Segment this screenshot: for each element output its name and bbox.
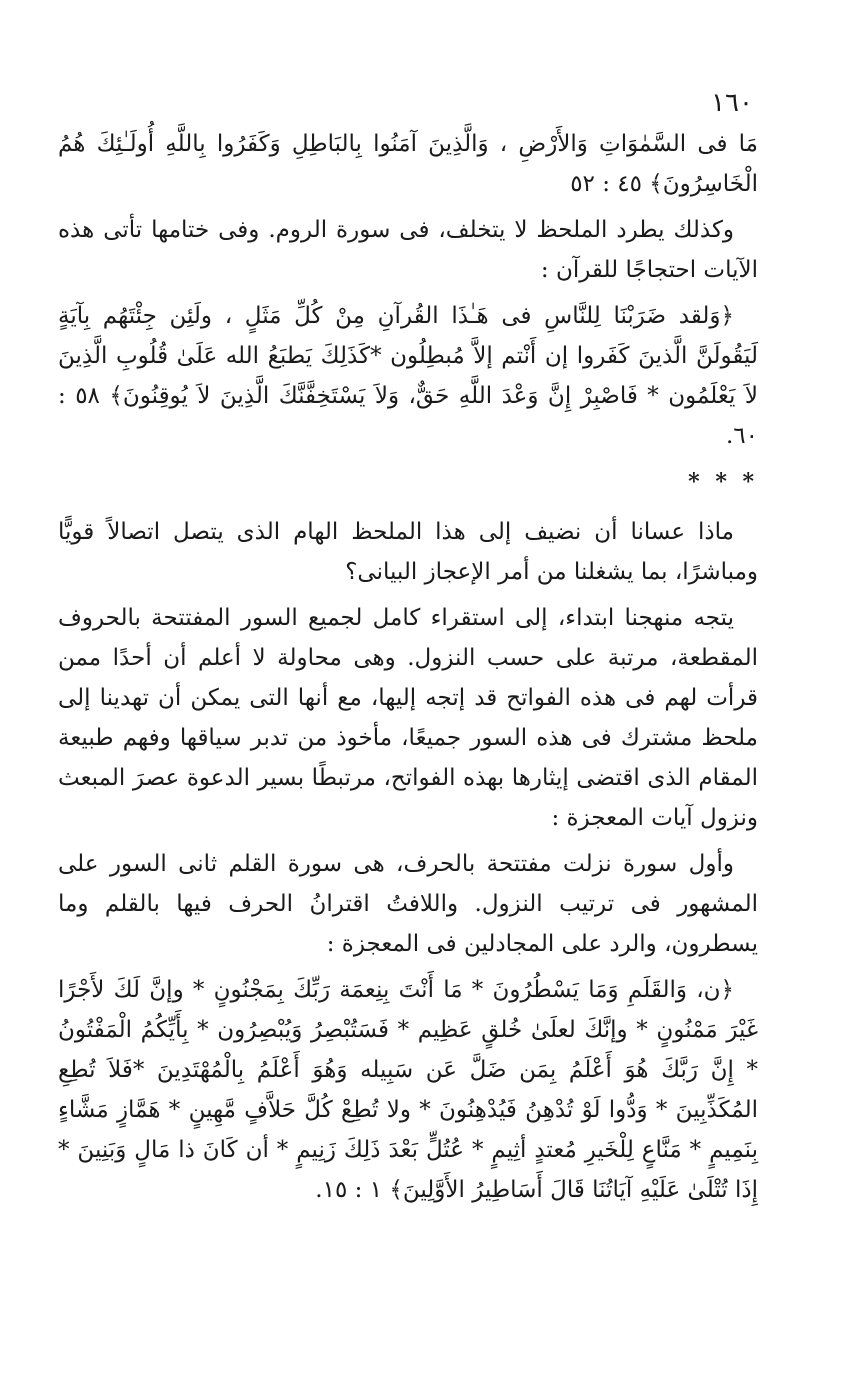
quran-quote-qalam: ﴿ن، وَالقَلَمِ وَمَا يَسْطُرُونَ * مَا أَنْتَ بِنِعمَة رَبِّكَ بِمَجْنُونٍ * وإنَّ لَكَ لأَجْرًا غَيْرَ مَمْنُونٍ * وإنَّكَ لعلَىٰ خُلقٍ عَظِيم * فَسَتُبْصِرُ وَيُبْصِرُون * بِأَيِّكُمُ الْمَفْتُونُ * إِنَّ رَبَّكَ هُوَ أَعْلَمُ بِمَن ضَلَّ عَن سَبِيله وَهُوَ أَعْلَمُ بِالْمُهْتَدِينَ *فَلاَ تُطِعِ المُكَذِّبِينَ * وَدُّوا لَوْ تُدْهِنُ فَيُدْهِنُونَ * ولا تُطِعْ كُلَّ حَلاَّفٍ مَّهِينٍ * هَمَّازٍ مَشَّاءٍ بِنَمِيمٍ * مَنَّاعٍ لِلْخَيرِ مُعتدٍ أثِيمٍ * عُتُلٍّ بَعْدَ ذَلِكَ زَنِيمٍ * أن كَانَ ذا مَالٍ وَبَنِينَ * إِذَا تُتْلَىٰ عَلَيْهِ آيَاتُنَا قَالَ أَسَاطِيرُ الأَوَّلِينَ﴾ ١ : ١٥. <box>58 977 758 1203</box>
quran-quote-continuation: مَا فى السَّمٰوَاتِ وَالأَرْضِ ، وَالَّذِينَ آمَنُوا بِالبَاطِلِ وَكَفَرُوا بِاللَّهِ أُولَـٰئِكَ هُمُ الْخَاسِرُونَ﴾ ٤٥ : ٥٢ <box>58 131 758 197</box>
page-body <box>58 124 758 1216</box>
paragraph-question: ماذا عسانا أن نضيف إلى هذا الملحظ الهام الذى يتصل اتصالاً قويًّا ومباشرًا، بما يشغلنا من أمر الإعجاز البيانى؟ <box>58 519 758 585</box>
paragraph-method: يتجه منهجنا ابتداء، إلى استقراء كامل لجميع السور المفتتحة بالحروف المقطعة، مرتبة على حسب النزول. وهى محاولة لا أعلم أن أحدًا ممن قرأت لهم فى هذه الفواتح قد إتجه إليها، مع أنها التى يمكن أن تهدينا إلى ملحظ مشترك فى هذه السور جميعًا، مأخوذ من تدبر سياقها وفهم طبيعة المقام الذى اقتضى إيثارها بهذه الفواتح، مرتبطًا بسير الدعوة عصرَ المبعث ونزول آيات المعجزة : <box>58 605 758 831</box>
section-separator: * * * <box>688 469 758 495</box>
page-number: ١٦٠ <box>711 88 753 118</box>
paragraph-rum-intro: وكذلك يطرد الملحظ لا يتخلف، فى سورة الروم. وفى ختامها تأتى هذه الآيات احتجاجًا للقرآن : <box>58 217 758 283</box>
paragraph-qalam-intro: وأول سورة نزلت مفتتحة بالحرف، هى سورة القلم ثانى السور على المشهور فى ترتيب النزول. واللافتُ اقترانُ الحرف فيها بالقلم وما يسطرون، والرد على المجادلين فى المعجزة : <box>58 851 758 957</box>
quran-quote-rum: ﴿وَلقد ضَرَبْنَا لِلنَّاسِ فى هَـٰذَا القُرآنِ مِنْ كُلِّ مَثَلٍ ، ولَئِن جِئْتَهُم بِآيَةٍ لَيَقُولَنَّ الَّذينَ كَفَروا إن أَنْتم إلاَّ مُبطِلُون *كَذَلِكَ يَطبَعُ الله عَلَىٰ قُلُوبِ الَّذِينَ لاَ يَعْلَمُون * فَاصْبِرْ إِنَّ وَعْدَ اللَّهِ حَقٌّ، وَلاَ يَسْتَخِفَّنَّكَ الَّذِينَ لاَ يُوقِنُونَ﴾ ٥٨ : ٦٠. <box>58 303 758 449</box>
